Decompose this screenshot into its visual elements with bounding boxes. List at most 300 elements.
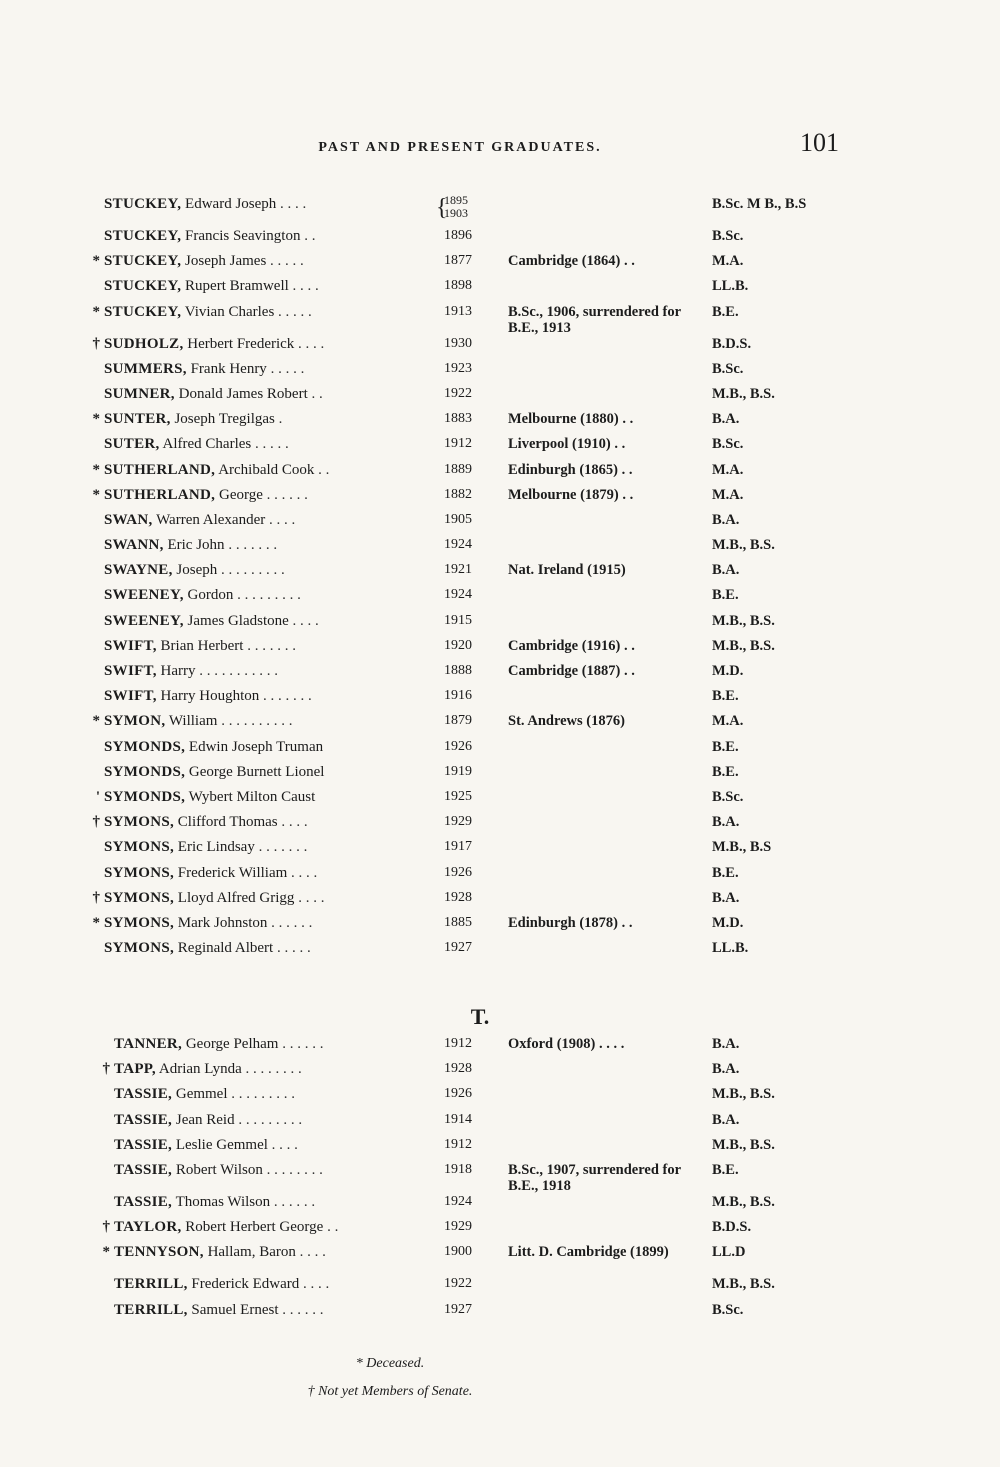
given-names: James Gladstone — [187, 612, 289, 629]
graduate-name — [104, 196, 306, 213]
admission-year — [444, 739, 500, 755]
given-names: Rupert Bramwell — [185, 278, 289, 295]
given-names: Gordon — [187, 587, 234, 604]
graduate-row — [0, 436, 1000, 461]
previous-degree: Melbourne (1879) . . — [508, 486, 634, 503]
leader-dots: . . . . . — [254, 436, 289, 453]
admission-year — [444, 688, 500, 704]
brace-glyph: { — [436, 195, 448, 221]
year-value: 1919 — [444, 763, 472, 779]
degree: M.A. — [712, 461, 744, 478]
status-mark: * — [102, 1244, 110, 1261]
admission-year — [444, 789, 500, 805]
admission-year — [444, 890, 500, 906]
admission-year — [444, 1276, 500, 1292]
admission-year — [444, 1112, 500, 1128]
graduate-name — [104, 537, 277, 554]
degree: B.Sc. — [712, 228, 744, 244]
graduate-name — [104, 436, 289, 453]
graduate-name — [114, 1194, 315, 1211]
given-names: Archibald Cook — [218, 461, 315, 478]
given-names: Eric Lindsay — [177, 839, 255, 856]
surname: SYMONS, — [104, 864, 175, 881]
given-names: Reginald Albert — [177, 940, 274, 957]
admission-year — [444, 253, 500, 269]
surname: SUDHOLZ, — [104, 335, 184, 352]
graduate-name — [104, 688, 312, 705]
given-names: Lloyd Alfred Grigg — [177, 889, 295, 906]
given-names: William — [168, 713, 218, 730]
leader-dots: . . . . . . . — [247, 637, 296, 654]
given-names: Gemmel — [175, 1086, 228, 1103]
surname: SYMONDS, — [104, 763, 186, 780]
footnote-deceased: * Deceased. — [355, 1356, 425, 1371]
leader-dots: . . . . — [298, 889, 325, 906]
year-value: 1920 — [444, 637, 472, 653]
degree: M.B., B.S. — [712, 637, 775, 654]
previous-degree: Cambridge (1887) . . — [508, 663, 635, 679]
admission-year — [444, 638, 500, 654]
previous-degree: Litt. D. Cambridge (1899) — [508, 1244, 669, 1261]
year-value: 1912 — [444, 1136, 472, 1152]
graduate-name — [114, 1112, 302, 1129]
leader-dots: . . . . . — [270, 253, 304, 270]
given-names: Warren Alexander — [156, 511, 266, 528]
leader-dots: . . . . — [299, 1244, 326, 1261]
leader-dots: . . . . — [271, 1136, 298, 1153]
given-names: Herbert Frederick — [187, 335, 295, 352]
status-mark: † — [92, 814, 100, 831]
year-value: 1895 — [444, 193, 468, 207]
surname: TAYLOR, — [114, 1219, 182, 1236]
graduate-row — [0, 304, 1000, 336]
graduate-name — [114, 1137, 298, 1154]
status-mark: * — [92, 303, 100, 320]
previous-degree: Melbourne (1880) . . — [508, 411, 634, 428]
graduate-row — [0, 1112, 1000, 1137]
leader-dots: . . . . . . . — [228, 537, 278, 554]
graduate-name — [114, 1219, 338, 1236]
degree: M.A. — [712, 253, 744, 270]
admission-year — [444, 1162, 500, 1178]
admission-year — [444, 562, 500, 578]
graduate-name — [104, 814, 308, 831]
degree: M.B., B.S. — [712, 1276, 775, 1293]
admission-year — [444, 228, 500, 244]
graduate-row — [0, 1061, 1000, 1086]
year-value: 1930 — [444, 335, 472, 351]
surname: SWANN, — [104, 537, 164, 554]
given-names: Robert Wilson — [175, 1161, 263, 1178]
surname: TASSIE, — [114, 1086, 173, 1103]
graduate-row — [0, 512, 1000, 537]
footnote-not-senate: † Not yet Members of Senate. — [307, 1384, 473, 1399]
admission-year — [444, 411, 500, 427]
graduate-row — [0, 278, 1000, 303]
leader-dots: . . . . — [281, 814, 308, 831]
degree: B.E. — [712, 1161, 739, 1178]
leader-dots: . . . . . . . . . . — [221, 713, 293, 730]
previous-degree: Liverpool (1910) . . — [508, 436, 626, 453]
graduate-name — [104, 940, 311, 957]
status-mark: * — [92, 914, 100, 931]
given-names: Francis Seavington — [185, 228, 301, 244]
year-value: 1877 — [444, 253, 472, 269]
surname: SUTER, — [104, 436, 160, 453]
graduate-name — [104, 739, 323, 756]
given-names: Donald James Robert — [178, 385, 308, 402]
degree: M.D. — [712, 914, 744, 931]
leader-dots: . . . . . . . . . — [238, 1111, 303, 1128]
year-value: 1913 — [444, 303, 472, 319]
leader-dots: . . . . . . — [273, 1193, 316, 1210]
previous-degree: St. Andrews (1876) — [508, 713, 625, 730]
graduate-name — [104, 789, 315, 806]
graduate-row — [0, 1036, 1000, 1061]
degree: M.B., B.S. — [712, 537, 775, 554]
given-names: Clifford Thomas — [177, 814, 278, 831]
surname: TASSIE, — [114, 1161, 173, 1178]
admission-year — [444, 487, 500, 503]
graduate-row — [0, 713, 1000, 738]
year-value-second: 1903 — [444, 206, 468, 220]
surname: TASSIE, — [114, 1136, 173, 1153]
given-names: Alfred Charles — [162, 436, 252, 453]
given-names: Leslie Gemmel — [175, 1136, 268, 1153]
admission-year — [444, 663, 500, 679]
admission-year — [444, 764, 500, 780]
leader-dots: . . . . — [269, 511, 296, 528]
graduate-row — [0, 361, 1000, 386]
graduate-row — [0, 411, 1000, 436]
year-value: 1918 — [444, 1161, 472, 1177]
admission-year — [444, 915, 500, 931]
status-mark: † — [92, 335, 100, 352]
year-value: 1917 — [444, 839, 472, 855]
graduate-row — [0, 814, 1000, 839]
leader-dots: . . . . . . — [271, 914, 313, 931]
admission-year — [444, 587, 500, 603]
leader-dots: . . — [311, 385, 323, 402]
surname: SYMONS, — [104, 889, 175, 906]
graduate-name — [104, 839, 307, 856]
degree: B.D.S. — [712, 1219, 752, 1236]
degree: B.E. — [712, 303, 739, 320]
graduate-row — [0, 587, 1000, 612]
year-value: 1924 — [444, 537, 472, 553]
given-names: Joseph Tregilgas — [174, 411, 275, 428]
section-letter-heading: T. — [470, 1004, 490, 1029]
graduate-row — [0, 1162, 1000, 1194]
graduate-row — [0, 739, 1000, 764]
previous-degree: Cambridge (1916) . . — [508, 637, 635, 654]
surname: SYMONS, — [104, 814, 175, 831]
degree: B.A. — [712, 562, 740, 579]
surname: TERRILL, — [114, 1301, 188, 1318]
admission-year — [444, 336, 500, 352]
year-value: 1915 — [444, 612, 472, 628]
leader-dots: . . . . — [291, 864, 318, 881]
graduate-name — [104, 304, 312, 321]
surname: SUMMERS, — [104, 360, 187, 377]
leader-dots: . . . . . . . . . . . — [199, 663, 279, 679]
leader-dots: . . . . . . . — [263, 688, 312, 705]
status-mark: * — [92, 486, 100, 503]
given-names: Vivian Charles — [184, 303, 275, 320]
graduate-name — [104, 713, 292, 730]
graduate-row — [0, 1276, 1000, 1301]
year-value: 1928 — [444, 1061, 472, 1077]
surname: STUCKEY, — [104, 278, 182, 295]
graduate-row — [0, 1302, 1000, 1327]
given-names: Brian Herbert — [160, 637, 244, 654]
graduate-name — [114, 1302, 324, 1319]
leader-dots: . . . . . . — [282, 1301, 324, 1318]
degree: B.D.S. — [712, 335, 752, 352]
admission-year — [444, 1244, 500, 1260]
previous-degree: Edinburgh (1878) . . — [508, 914, 633, 931]
surname: SYMON, — [104, 713, 166, 730]
year-value: 1929 — [444, 814, 472, 830]
given-names: Jean Reid — [175, 1111, 235, 1128]
year-value: 1926 — [444, 1086, 472, 1102]
admission-year — [444, 1086, 500, 1102]
surname: SUTHERLAND, — [104, 461, 216, 478]
status-mark: † — [102, 1061, 110, 1078]
given-names: Frank Henry — [190, 360, 267, 377]
given-names: Thomas Wilson — [175, 1193, 271, 1210]
year-value: 1925 — [444, 788, 472, 804]
graduate-row — [0, 764, 1000, 789]
given-names: Edward Joseph — [185, 196, 277, 212]
surname: SUNTER, — [104, 411, 171, 428]
graduate-row — [0, 487, 1000, 512]
surname: SWAYNE, — [104, 562, 173, 579]
surname: SWIFT, — [104, 637, 157, 654]
year-value: 1929 — [444, 1219, 472, 1235]
running-header: PAST AND PRESENT GRADUATES. — [318, 140, 602, 155]
surname: STUCKEY, — [104, 196, 182, 212]
admission-year — [444, 512, 500, 528]
graduate-name — [104, 915, 312, 932]
status-mark: * — [92, 253, 100, 270]
graduate-name — [104, 638, 296, 655]
leader-dots: . . . . . . . . . — [231, 1086, 296, 1103]
degree: M.B., B.S — [712, 839, 772, 856]
given-names: Edwin Joseph Truman — [188, 738, 324, 755]
graduate-row — [0, 688, 1000, 713]
surname: SYMONDS, — [104, 788, 186, 805]
year-value: 1898 — [444, 278, 472, 294]
year-value: 1922 — [444, 385, 472, 401]
degree: B.Sc. — [712, 360, 744, 377]
surname: STUCKEY, — [104, 303, 182, 320]
graduate-name — [114, 1162, 323, 1179]
year-value: 1882 — [444, 486, 472, 502]
degree: B.A. — [712, 1036, 740, 1052]
degree: M.B., B.S. — [712, 1086, 775, 1103]
admission-year — [444, 839, 500, 855]
graduate-row — [0, 865, 1000, 890]
admission-year — [444, 194, 500, 220]
year-value: 1914 — [444, 1111, 472, 1127]
leader-dots: . . . . — [292, 612, 319, 629]
surname: SWEENEY, — [104, 612, 184, 629]
degree: B.E. — [712, 587, 739, 604]
surname: SWIFT, — [104, 663, 157, 679]
previous-degree: B.Sc., 1906, surrendered for B.E., 1913 — [508, 303, 681, 336]
surname: TANNER, — [114, 1036, 183, 1052]
admission-year — [444, 713, 500, 729]
degree: LL.D — [712, 1244, 746, 1261]
leader-dots: . . . . . — [278, 303, 312, 320]
year-value: 1912 — [444, 436, 472, 452]
status-mark: * — [92, 411, 100, 428]
given-names: Eric John — [167, 537, 225, 554]
year-value: 1926 — [444, 738, 472, 754]
graduate-name — [104, 278, 319, 295]
surname: SYMONS, — [104, 914, 175, 931]
given-names: George Burnett Lionel — [188, 763, 325, 780]
graduate-name — [104, 487, 308, 504]
leader-dots: . . . . — [292, 278, 319, 295]
degree: B.A. — [712, 1061, 740, 1078]
year-value: 1896 — [444, 228, 472, 243]
admission-year — [444, 462, 500, 478]
surname: SUMNER, — [104, 385, 175, 402]
graduate-row — [0, 638, 1000, 663]
leader-dots: . . . . . — [276, 940, 311, 957]
year-value: 1900 — [444, 1244, 472, 1260]
given-names: Harry Houghton — [160, 688, 260, 705]
surname: STUCKEY, — [104, 253, 182, 270]
year-value: 1927 — [444, 1301, 472, 1317]
leader-dots: . — [278, 411, 283, 428]
graduates-list-s — [0, 193, 1000, 965]
previous-degree: Edinburgh (1865) . . — [508, 461, 633, 478]
year-value: 1916 — [444, 688, 472, 704]
degree: B.Sc. M B., B.S — [712, 196, 807, 212]
graduate-row — [0, 1219, 1000, 1244]
graduate-name — [104, 228, 315, 245]
graduate-row — [0, 336, 1000, 361]
admission-year — [444, 1219, 500, 1235]
year-value: 1879 — [444, 713, 472, 729]
degree: B.E. — [712, 763, 739, 780]
graduate-row — [0, 1194, 1000, 1219]
year-value: 1924 — [444, 587, 472, 603]
graduate-name — [104, 253, 304, 270]
graduate-name — [104, 361, 304, 378]
graduate-name — [104, 512, 295, 529]
graduate-name — [104, 613, 319, 630]
graduate-row — [0, 1244, 1000, 1276]
leader-dots: . . . . — [280, 196, 307, 212]
admission-year — [444, 361, 500, 377]
graduate-name — [104, 386, 323, 403]
graduate-row — [0, 562, 1000, 587]
degree: LL.B. — [712, 278, 749, 295]
year-value: 1927 — [444, 940, 472, 956]
graduate-name — [104, 411, 282, 428]
leader-dots: . . — [318, 461, 330, 478]
graduate-row — [0, 1086, 1000, 1111]
admission-year — [444, 940, 500, 956]
graduate-row — [0, 789, 1000, 814]
graduate-name — [104, 562, 285, 579]
admission-year — [444, 1036, 500, 1052]
admission-year — [444, 613, 500, 629]
graduate-row — [0, 940, 1000, 965]
year-value: 1922 — [444, 1276, 472, 1292]
degree: B.E. — [712, 688, 739, 705]
graduate-name — [104, 663, 278, 680]
graduate-name — [104, 865, 317, 882]
degree: B.Sc. — [712, 788, 744, 805]
status-mark: † — [92, 889, 100, 906]
degree: B.A. — [712, 889, 740, 906]
degree: LL.B. — [712, 940, 749, 957]
given-names: Adrian Lynda — [158, 1061, 242, 1078]
admission-year — [444, 278, 500, 294]
status-mark: ' — [95, 788, 100, 805]
degree: B.A. — [712, 814, 740, 831]
graduate-row — [0, 537, 1000, 562]
graduate-row — [0, 890, 1000, 915]
graduate-name — [114, 1244, 326, 1261]
graduate-name — [114, 1061, 302, 1078]
given-names: Samuel Ernest — [191, 1301, 279, 1318]
previous-degree: Cambridge (1864) . . — [508, 253, 635, 270]
given-names: Wybert Milton Caust — [188, 788, 316, 805]
degree: M.D. — [712, 663, 744, 679]
graduate-row — [0, 193, 1000, 228]
leader-dots: . . . . . . . . — [245, 1061, 302, 1078]
graduate-row — [0, 1137, 1000, 1162]
degree: B.A. — [712, 1111, 740, 1128]
status-mark: † — [102, 1219, 110, 1236]
surname: SWEENEY, — [104, 587, 184, 604]
surname: SYMONS, — [104, 940, 175, 957]
leader-dots: . . — [304, 228, 316, 244]
year-value: 1924 — [444, 1193, 472, 1209]
degree: B.Sc. — [712, 1301, 744, 1318]
leader-dots: . . . . . . . . — [266, 1161, 323, 1178]
surname: TENNYSON, — [114, 1244, 204, 1261]
graduate-row — [0, 915, 1000, 940]
leader-dots: . . . . . . . . . — [237, 587, 301, 604]
given-names: Joseph James — [185, 253, 267, 270]
graduate-name — [104, 587, 301, 604]
graduate-name — [104, 336, 324, 353]
degree: M.B., B.S. — [712, 1193, 775, 1210]
page-number: 101 — [800, 128, 839, 157]
given-names: Mark Johnston — [177, 914, 268, 931]
leader-dots: . . — [327, 1219, 339, 1236]
degree: M.A. — [712, 713, 744, 730]
graduate-row — [0, 253, 1000, 278]
leader-dots: . . . . . — [270, 360, 305, 377]
admission-year — [444, 1302, 500, 1318]
year-value: 1926 — [444, 864, 472, 880]
admission-year — [444, 814, 500, 830]
degree: B.E. — [712, 864, 739, 881]
previous-degree: Oxford (1908) . . . . — [508, 1036, 625, 1052]
admission-year — [444, 865, 500, 881]
graduate-name — [114, 1086, 295, 1103]
surname: STUCKEY, — [104, 228, 182, 244]
graduate-name — [114, 1036, 323, 1053]
